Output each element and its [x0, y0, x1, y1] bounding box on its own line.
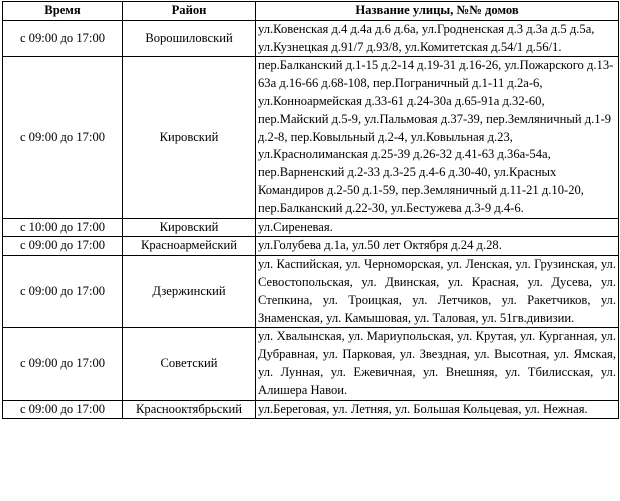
time-cell: с 09:00 до 17:00	[3, 57, 123, 218]
header-district: Район	[123, 2, 256, 21]
district-cell: Советский	[123, 328, 256, 400]
district-cell: Кировский	[123, 57, 256, 218]
time-cell: с 09:00 до 17:00	[3, 237, 123, 256]
district-cell: Красноармейский	[123, 237, 256, 256]
streets-cell: ул. Хвалынская, ул. Мариупольская, ул. Крутая, ул. Курганная, ул. Дубравная, ул. Парковая, ул. Звездная, ул. Высотная, ул. Ямская, ул. Лунная, ул. Ежевичная, ул. Внешняя, ул. Тбилисская, ул. Алишера Навои.	[256, 328, 619, 400]
streets-cell: ул.Сиреневая.	[256, 218, 619, 237]
streets-cell: ул. Каспийская, ул. Черноморская, ул. Ленская, ул. Грузинская, ул. Севостопольская, ул. Двинская, ул. Красная, ул. Дусева, ул. Степкина, ул. Троицкая, ул. Летчиков, ул. Ракетчиков, ул. Знаменская, ул. Камышовая, ул. Таловая, ул. 51гв.дивизии.	[256, 256, 619, 328]
district-cell: Кировский	[123, 218, 256, 237]
time-cell: с 09:00 до 17:00	[3, 256, 123, 328]
streets-cell: ул.Голубева д.1а, ул.50 лет Октября д.24 д.28.	[256, 237, 619, 256]
time-cell: с 09:00 до 17:00	[3, 328, 123, 400]
district-cell: Ворошиловский	[123, 20, 256, 57]
streets-cell: ул.Береговая, ул. Летняя, ул. Большая Кольцевая, ул. Нежная.	[256, 400, 619, 419]
streets-cell: пер.Балканский д.1-15 д.2-14 д.19-31 д.16-26, ул.Пожарского д.13-63а д.16-66 д.68-108, пер.Пограничный д.1-11 д.2а-6, ул.Конноармейская д.33-61 д.24-30а д.65-91а д.32-60, пер.Майский д.5-9, ул.Пальмовая д.37-39, пер.Земляничный д.1-9 д.2-8, пер.Ковыльный д.2-4, ул.Ковыльная д.23, ул.Краснолиманская д.25-39 д.26-32 д.41-63 д.36а-54а, пер.Варненский д.2-33 д.3-25 д.4-6 д.30-40, ул.Красных Командиров д.2-50 д.1-59, пер.Земляничный д.11-21 д.10-20, пер.Балканский д.22-30, ул.Бестужева д.3-9 д.4-6.	[256, 57, 619, 218]
district-cell: Дзержинский	[123, 256, 256, 328]
time-cell: с 09:00 до 17:00	[3, 400, 123, 419]
district-cell: Краснооктябрьский	[123, 400, 256, 419]
table-row	[3, 328, 619, 400]
table-row	[3, 218, 619, 237]
table-row	[3, 237, 619, 256]
time-cell: с 10:00 до 17:00	[3, 218, 123, 237]
outage-schedule-table	[2, 1, 619, 419]
table-row	[3, 57, 619, 218]
table-row	[3, 20, 619, 57]
table-row	[3, 400, 619, 419]
header-streets: Название улицы, №№ домов	[256, 2, 619, 21]
table-row	[3, 256, 619, 328]
header-time: Время	[3, 2, 123, 21]
streets-cell: ул.Ковенская д.4 д.4а д.6 д.6а, ул.Гродненская д.3 д.3а д.5 д.5а, ул.Кузнецкая д.91/7 д.93/8, ул.Комитетская д.54/1 д.56/1.	[256, 20, 619, 57]
header-row	[3, 2, 619, 21]
time-cell: с 09:00 до 17:00	[3, 20, 123, 57]
